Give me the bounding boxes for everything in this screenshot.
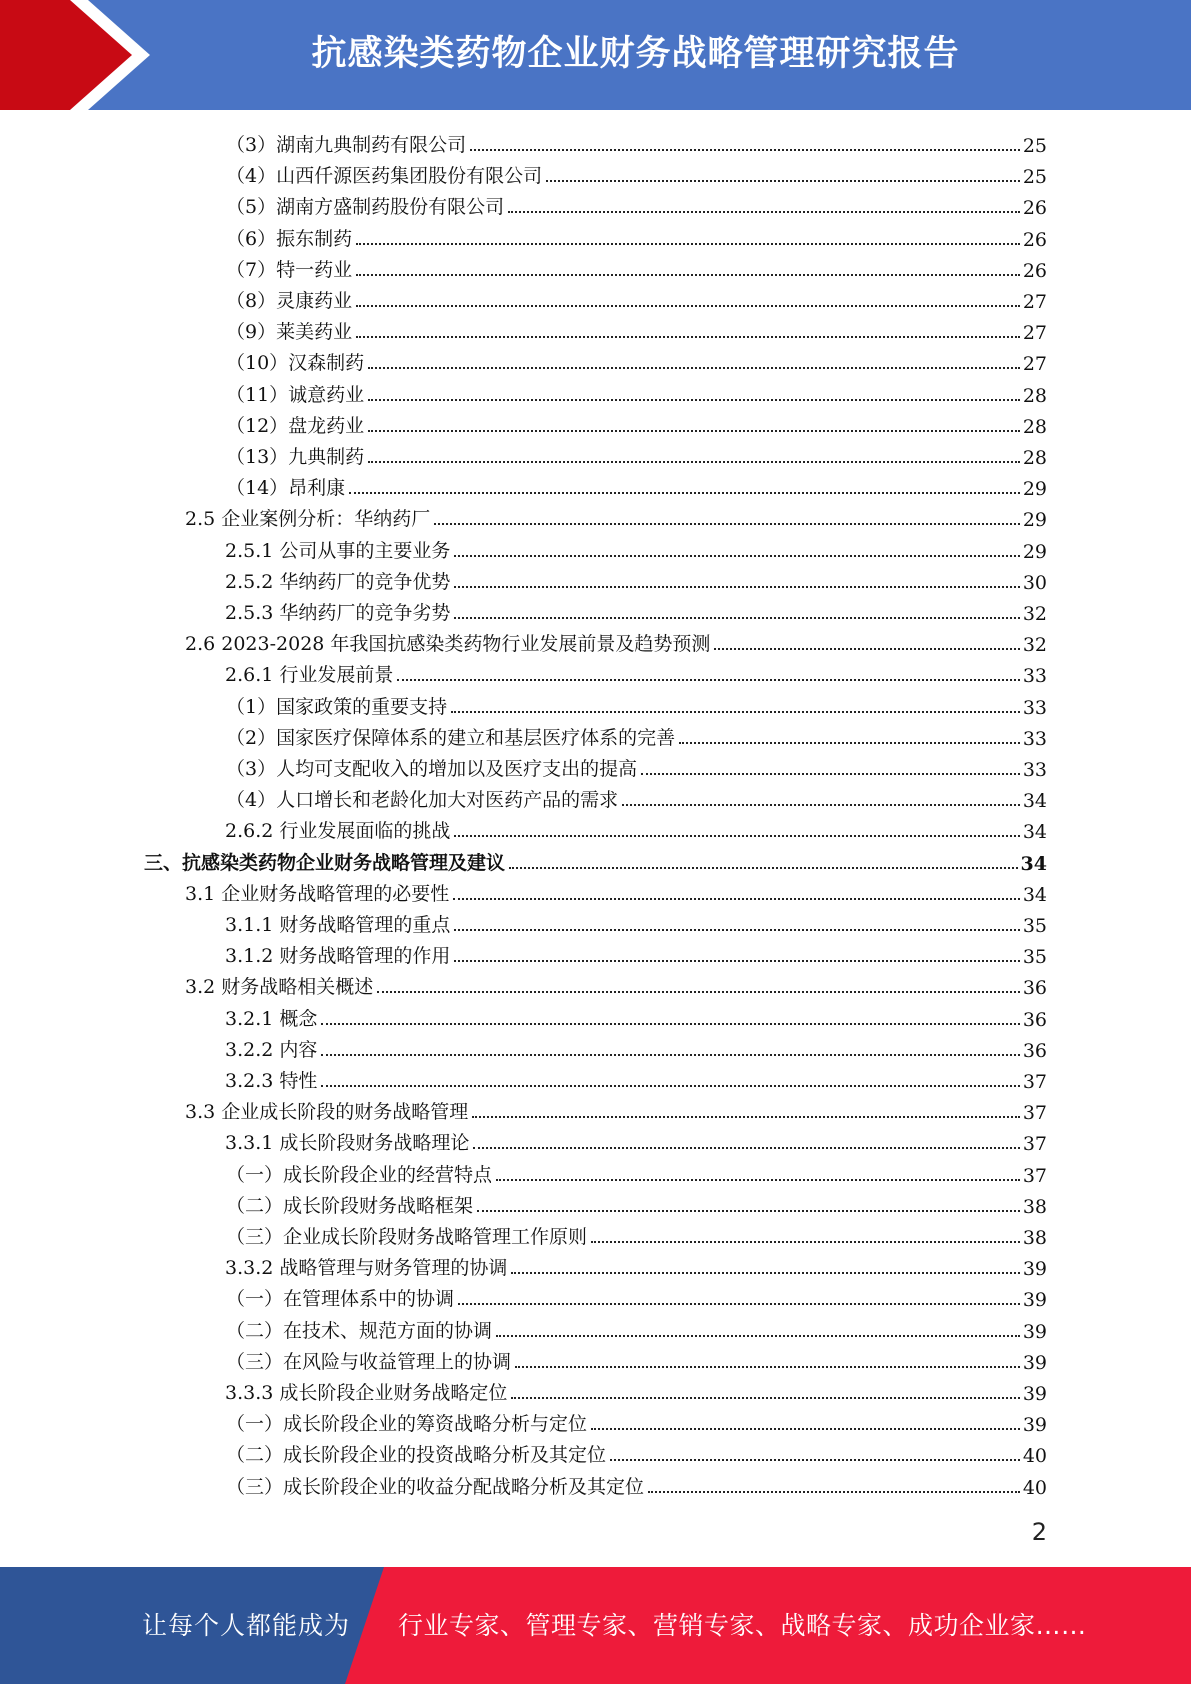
page-footer xyxy=(0,1567,1191,1684)
toc-dot-leader xyxy=(477,1210,1020,1212)
toc-entry-page: 38 xyxy=(1022,1195,1047,1218)
toc-entry-label: （6）振东制药 xyxy=(226,224,354,251)
toc-entry-page: 30 xyxy=(1022,571,1047,594)
toc-entry[interactable] xyxy=(226,157,1047,188)
toc-dot-leader xyxy=(356,336,1020,338)
toc-entry-page: 34 xyxy=(1022,821,1047,844)
toc-entry[interactable] xyxy=(225,563,1047,594)
toc-entry[interactable] xyxy=(225,1124,1047,1155)
toc-dot-leader xyxy=(454,960,1019,962)
toc-dot-leader xyxy=(641,773,1020,775)
toc-entry-page: 29 xyxy=(1022,509,1047,532)
toc-entry[interactable] xyxy=(226,438,1047,469)
toc-entry[interactable] xyxy=(185,875,1047,906)
toc-entry-page: 28 xyxy=(1022,447,1047,469)
toc-entry-page: 39 xyxy=(1022,1289,1047,1312)
toc-entry[interactable] xyxy=(226,1312,1047,1343)
toc-dot-leader xyxy=(368,367,1020,369)
toc-entry[interactable] xyxy=(226,469,1047,500)
toc-dot-leader xyxy=(454,835,1019,837)
toc-entry-label: 3.3.3 成长阶段企业财务战略定位 xyxy=(225,1378,509,1405)
toc-dot-leader xyxy=(515,1366,1020,1368)
toc-entry[interactable] xyxy=(225,1031,1047,1062)
toc-entry-page: 33 xyxy=(1022,696,1047,719)
footer-slogan: 让每个人都能成为 xyxy=(142,1611,351,1640)
toc-dot-leader xyxy=(458,1303,1020,1305)
toc-entry[interactable] xyxy=(226,1218,1047,1249)
toc-entry-page: 34 xyxy=(1020,852,1047,875)
toc-entry-page: 40 xyxy=(1022,1476,1047,1499)
page-number: 2 xyxy=(1031,1518,1047,1546)
toc-entry-label: 3.1 企业财务战略管理的必要性 xyxy=(185,879,451,906)
toc-entry-page: 37 xyxy=(1022,1133,1047,1156)
toc-dot-leader xyxy=(454,617,1019,619)
toc-entry[interactable] xyxy=(185,500,1047,531)
toc-entry-page: 36 xyxy=(1022,1008,1047,1031)
toc-entry[interactable] xyxy=(226,688,1047,719)
toc-entry[interactable] xyxy=(144,844,1047,875)
toc-dot-leader xyxy=(546,180,1020,182)
toc-entry-page: 36 xyxy=(1022,977,1047,1000)
toc-entry-label: （14）昂利康 xyxy=(226,473,347,500)
toc-entry-label: 3.2.2 内容 xyxy=(225,1035,319,1062)
toc-dot-leader xyxy=(591,1428,1020,1430)
toc-entry-label: （11）诚意药业 xyxy=(226,380,366,407)
report-title: 抗感染类药物企业财务战略管理研究报告 xyxy=(311,34,960,74)
toc-entry-label: （一）在管理体系中的协调 xyxy=(226,1284,456,1311)
toc-entry[interactable] xyxy=(225,812,1047,843)
toc-entry-label: 2.5.1 公司从事的主要业务 xyxy=(225,536,452,563)
toc-entry-page: 39 xyxy=(1022,1351,1047,1374)
toc-entry[interactable] xyxy=(225,656,1047,687)
toc-dot-leader xyxy=(622,804,1020,806)
toc-entry[interactable] xyxy=(226,282,1047,313)
toc-entry-label: （三）成长阶段企业的收益分配战略分析及其定位 xyxy=(226,1472,646,1499)
toc-entry[interactable] xyxy=(226,220,1047,251)
toc-entry-page: 34 xyxy=(1022,790,1047,813)
toc-dot-leader xyxy=(610,1459,1020,1461)
toc-dot-leader xyxy=(321,1085,1019,1087)
toc-entry-page: 28 xyxy=(1022,384,1047,407)
toc-entry-label: 3.2.1 概念 xyxy=(225,1004,319,1031)
toc-entry[interactable] xyxy=(226,1156,1047,1187)
toc-dot-leader xyxy=(591,1241,1020,1243)
footer-tagline: 行业专家、管理专家、营销专家、战略专家、成功企业家…… xyxy=(398,1611,1087,1640)
toc-dot-leader xyxy=(453,898,1020,900)
header-chevron-icon xyxy=(0,0,140,110)
toc-entry-page: 26 xyxy=(1022,228,1047,251)
toc-entry-page: 34 xyxy=(1022,883,1047,906)
toc-entry[interactable] xyxy=(226,251,1047,282)
toc-entry-label: （12）盘龙药业 xyxy=(226,411,366,438)
toc-dot-leader xyxy=(321,1054,1019,1056)
toc-dot-leader xyxy=(368,461,1020,463)
toc-dot-leader xyxy=(349,492,1020,494)
toc-entry-label: 2.5.3 华纳药厂的竞争劣势 xyxy=(225,598,452,625)
toc-entry-page: 26 xyxy=(1022,259,1047,282)
toc-entry[interactable] xyxy=(185,1093,1047,1124)
toc-entry-label: （10）汉森制药 xyxy=(226,348,366,375)
toc-dot-leader xyxy=(368,399,1020,401)
toc-entry[interactable] xyxy=(226,376,1047,407)
toc-entry[interactable] xyxy=(226,719,1047,750)
toc-entry-page: 39 xyxy=(1022,1320,1047,1343)
toc-entry[interactable] xyxy=(225,937,1047,968)
toc-entry-label: 3.1.2 财务战略管理的作用 xyxy=(225,941,452,968)
toc-entry-label: （二）在技术、规范方面的协调 xyxy=(226,1316,494,1343)
toc-entry-label: 3.1.1 财务战略管理的重点 xyxy=(225,910,452,937)
toc-entry[interactable] xyxy=(226,781,1047,812)
toc-entry-page: 38 xyxy=(1022,1227,1047,1249)
toc-entry-label: 2.5.2 华纳药厂的竞争优势 xyxy=(225,567,452,594)
toc-dot-leader xyxy=(356,305,1020,307)
toc-dot-leader xyxy=(648,1491,1020,1493)
toc-entry-page: 37 xyxy=(1022,1071,1047,1093)
toc-entry-page: 27 xyxy=(1022,291,1047,313)
toc-entry-page: 37 xyxy=(1022,1164,1047,1187)
toc-entry[interactable] xyxy=(225,532,1047,563)
toc-entry-page: 32 xyxy=(1022,603,1047,625)
toc-entry[interactable] xyxy=(226,407,1047,438)
toc-entry-page: 28 xyxy=(1022,415,1047,438)
toc-entry[interactable] xyxy=(226,1405,1047,1436)
toc-entry-label: 3.3.2 战略管理与财务管理的协调 xyxy=(225,1253,509,1280)
toc-dot-leader xyxy=(356,243,1020,245)
toc-entry[interactable] xyxy=(226,126,1047,157)
toc-dot-leader xyxy=(454,586,1019,588)
toc-entry-page: 29 xyxy=(1022,478,1047,501)
toc-dot-leader xyxy=(434,523,1020,525)
toc-dot-leader xyxy=(356,274,1020,276)
toc-entry-label: 2.6.2 行业发展面临的挑战 xyxy=(225,816,452,843)
toc-dot-leader xyxy=(397,679,1019,681)
toc-entry-label: 三、抗感染类药物企业财务战略管理及建议 xyxy=(144,848,507,875)
toc-entry[interactable] xyxy=(226,1187,1047,1218)
toc-entry-label: （5）湖南方盛制药股份有限公司 xyxy=(226,192,506,219)
toc-entry-label: （4）人口增长和老龄化加大对医药产品的需求 xyxy=(226,785,620,812)
toc-entry-label: （2）国家医疗保障体系的建立和基层医疗体系的完善 xyxy=(226,723,677,750)
toc-entry-page: 29 xyxy=(1022,540,1047,563)
toc-entry[interactable] xyxy=(185,625,1047,656)
toc-entry-page: 33 xyxy=(1022,665,1047,688)
toc-entry-label: 3.3.1 成长阶段财务战略理论 xyxy=(225,1128,471,1155)
toc-entry-label: （7）特一药业 xyxy=(226,255,354,282)
toc-entry-page: 36 xyxy=(1022,1039,1047,1062)
toc-dot-leader xyxy=(509,867,1018,869)
toc-entry-label: （一）成长阶段企业的经营特点 xyxy=(226,1160,494,1187)
toc-entry-label: （8）灵康药业 xyxy=(226,286,354,313)
toc-entry-page: 25 xyxy=(1022,135,1047,157)
toc-entry-page: 35 xyxy=(1022,915,1047,937)
toc-entry-label: （3）湖南九典制药有限公司 xyxy=(226,130,468,157)
toc-entry-label: 3.3 企业成长阶段的财务战略管理 xyxy=(185,1097,470,1124)
toc-dot-leader xyxy=(472,1116,1020,1118)
toc-dot-leader xyxy=(496,1179,1020,1181)
toc-entry[interactable] xyxy=(225,594,1047,625)
toc-entry-page: 35 xyxy=(1022,946,1047,969)
toc-entry-label: （3）人均可支配收入的增加以及医疗支出的提高 xyxy=(226,754,639,781)
toc-dot-leader xyxy=(714,648,1019,650)
toc-entry-page: 39 xyxy=(1022,1414,1047,1437)
toc-dot-leader xyxy=(508,211,1020,213)
report-header xyxy=(0,0,1191,110)
toc-dot-leader xyxy=(368,430,1020,432)
toc-entry-label: （三）在风险与收益管理上的协调 xyxy=(226,1347,513,1374)
toc-entry[interactable] xyxy=(225,1062,1047,1093)
toc-entry-page: 25 xyxy=(1022,166,1047,189)
toc-entry-page: 27 xyxy=(1022,322,1047,345)
toc-entry-page: 33 xyxy=(1022,727,1047,750)
toc-entry-page: 27 xyxy=(1022,353,1047,376)
toc-entry[interactable] xyxy=(226,1468,1047,1499)
toc-entry-label: （1）国家政策的重要支持 xyxy=(226,692,449,719)
toc-entry-label: （9）莱美药业 xyxy=(226,317,354,344)
toc-dot-leader xyxy=(454,555,1019,557)
toc-entry[interactable] xyxy=(226,188,1047,219)
toc-entry-page: 33 xyxy=(1022,759,1047,781)
toc-entry-page: 39 xyxy=(1022,1383,1047,1405)
toc-entry[interactable] xyxy=(185,968,1047,999)
toc-entry-page: 32 xyxy=(1022,634,1047,657)
toc-dot-leader xyxy=(473,1147,1019,1149)
toc-entry[interactable] xyxy=(226,344,1047,375)
toc-entry-label: 3.2.3 特性 xyxy=(225,1066,319,1093)
toc-entry[interactable] xyxy=(226,1280,1047,1311)
toc-entry-page: 37 xyxy=(1022,1102,1047,1125)
toc-entry-page: 39 xyxy=(1022,1258,1047,1281)
toc-entry-label: （4）山西仟源医药集团股份有限公司 xyxy=(226,161,544,188)
toc-entry-label: 2.5 企业案例分析：华纳药厂 xyxy=(185,504,432,531)
toc-entry-label: （一）成长阶段企业的筹资战略分析与定位 xyxy=(226,1409,589,1436)
toc-entry[interactable] xyxy=(225,1374,1047,1405)
toc-entry-label: （二）成长阶段企业的投资战略分析及其定位 xyxy=(226,1440,608,1467)
toc-dot-leader xyxy=(454,929,1019,931)
toc-entry[interactable] xyxy=(225,1000,1047,1031)
toc-entry-label: 2.6.1 行业发展前景 xyxy=(225,660,395,687)
toc-entry[interactable] xyxy=(225,906,1047,937)
toc-entry[interactable] xyxy=(226,1436,1047,1467)
toc-entry-page: 26 xyxy=(1022,197,1047,220)
toc-entry[interactable] xyxy=(226,313,1047,344)
toc-entry-label: （二）成长阶段财务战略框架 xyxy=(226,1191,475,1218)
toc-entry-page: 40 xyxy=(1022,1445,1047,1468)
toc-entry[interactable] xyxy=(226,750,1047,781)
toc-dot-leader xyxy=(321,1023,1019,1025)
toc-dot-leader xyxy=(511,1397,1019,1399)
toc-dot-leader xyxy=(496,1335,1020,1337)
toc-entry[interactable] xyxy=(225,1249,1047,1280)
toc-dot-leader xyxy=(679,742,1020,744)
toc-entry[interactable] xyxy=(226,1343,1047,1374)
toc-dot-leader xyxy=(511,1272,1019,1274)
toc-entry-label: 3.2 财务战略相关概述 xyxy=(185,972,375,999)
toc-entry-label: 2.6 2023-2028 年我国抗感染类药物行业发展前景及趋势预测 xyxy=(185,629,712,656)
toc-dot-leader xyxy=(470,149,1020,151)
toc-entry-label: （13）九典制药 xyxy=(226,442,366,469)
toc-dot-leader xyxy=(377,991,1020,993)
toc-dot-leader xyxy=(451,711,1020,713)
toc-entry-label: （三）企业成长阶段财务战略管理工作原则 xyxy=(226,1222,589,1249)
